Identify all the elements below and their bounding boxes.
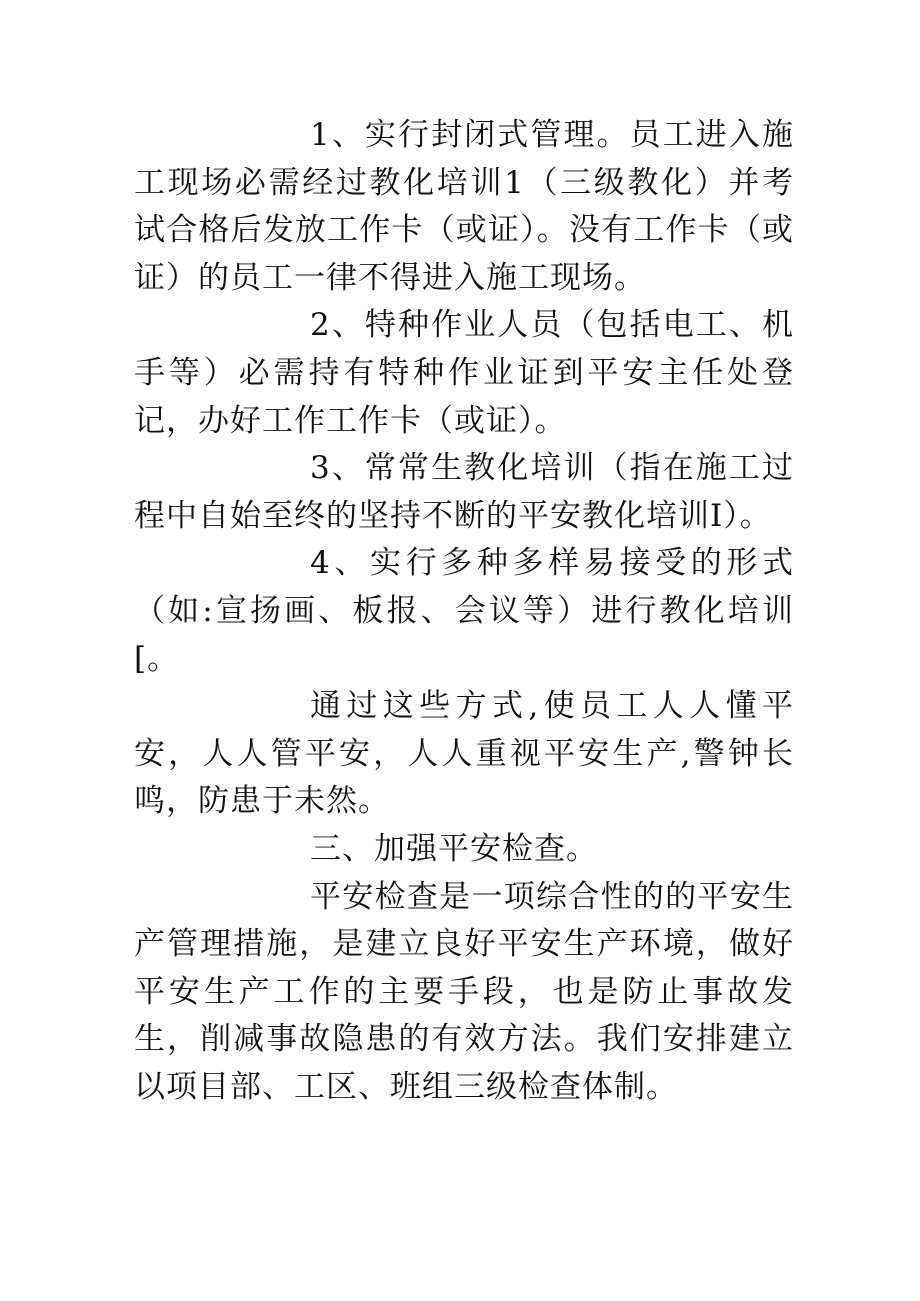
document-body: [134, 112, 794, 1111]
paragraph-item-3: 3、常常生教化培训（指在施工过程中自始至终的坚持不断的平安教化培训I）。: [134, 450, 794, 534]
section-heading: 三、加强平安检查。: [310, 830, 598, 867]
paragraph-item-4: 4、实行多种多样易接受的形式（如:宣扬画、板报、会议等）进行教化培训[。: [134, 545, 794, 677]
paragraph-item-2: 2、特种作业人员（包括电工、机手等）必需持有特种作业证到平安主任处登记，办好工作工作卡（或证）。: [134, 307, 794, 439]
paragraph-inspection: 平安检查是一项综合性的的平安生产管理措施，是建立良好平安生产环境，做好平安生产工作的主要手段，也是防止事故发生，削减事故隐患的有效方法。我们安排建立以项目部、工区、班组三级检查体制。: [134, 878, 794, 1105]
paragraph-item-1: 1、实行封闭式管理。员工进入施工现场必需经过教化培训1（三级教化）并考试合格后发放工作卡（或证）。没有工作卡（或证）的员工一律不得进入施工现场。: [134, 117, 794, 296]
paragraph-summary: 通过这些方式,使员工人人懂平安，人人管平安，人人重视平安生产,警钟长鸣，防患于未然。: [134, 688, 794, 820]
